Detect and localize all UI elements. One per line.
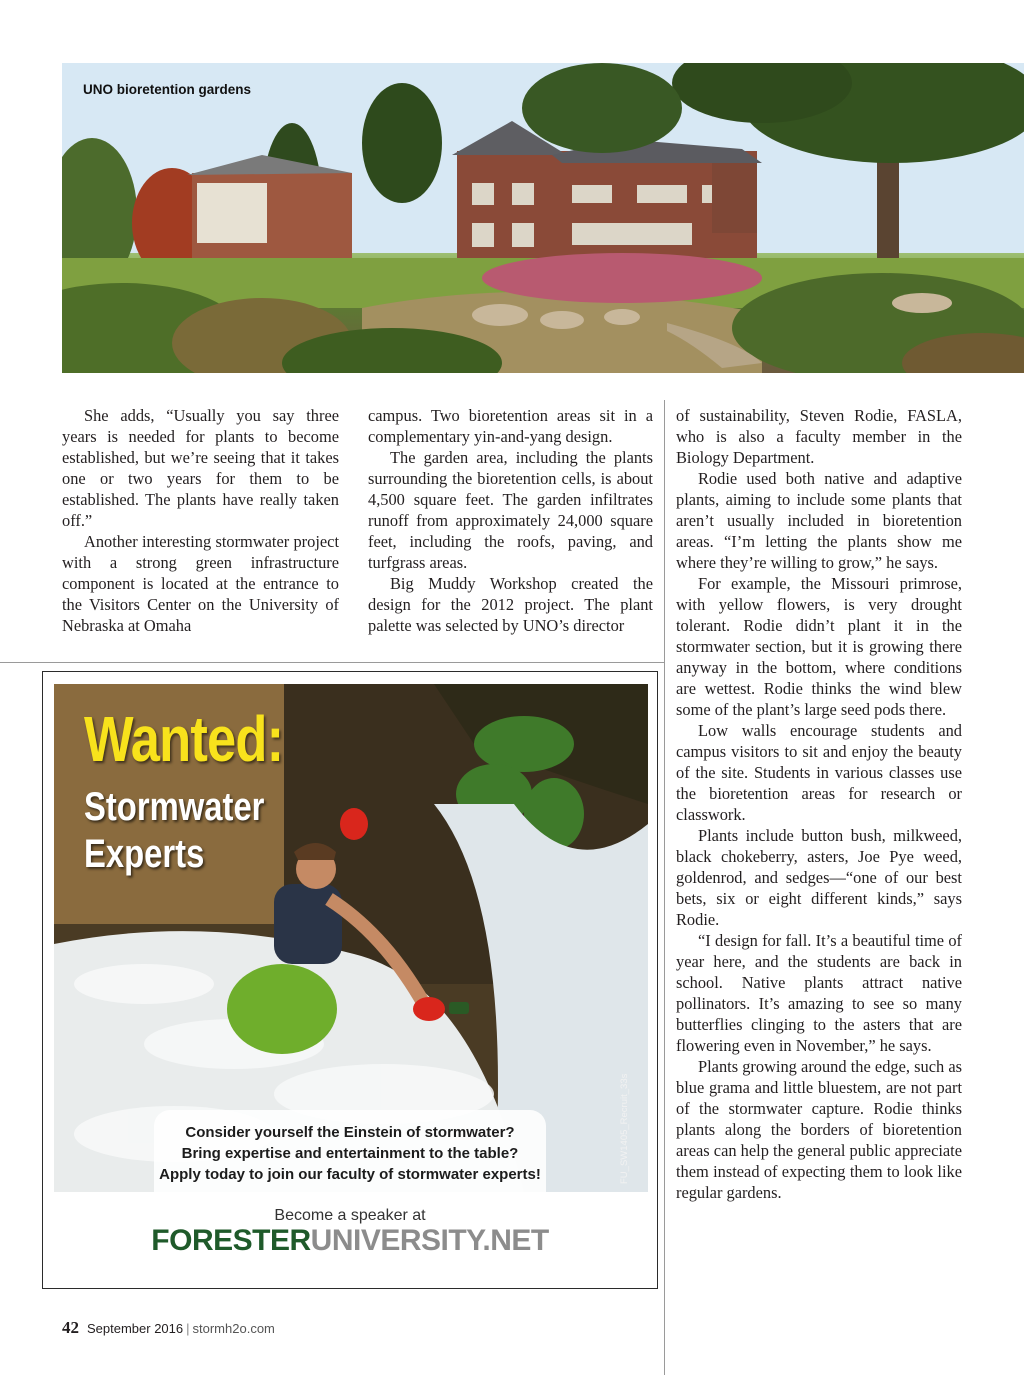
forester-university-logo[interactable]	[43, 1224, 657, 1258]
paragraph: The garden area, including the plants surrounding the bioretention cells, is about 4,500 square feet. The garden infiltrates runoff from approximately 24,000 square feet, including the roofs, paving, and turfgrass areas.	[368, 448, 653, 572]
ad-photo	[54, 684, 648, 1192]
paragraph: She adds, “Usually you say three years is needed for plants to become established, but we’re seeing that it takes one or two years for them to be established. The plants have really taken off.”	[62, 406, 339, 530]
paragraph: campus. Two bioretention areas sit in a complementary yin-and-yang design.	[368, 406, 653, 446]
bioretention-garden-illustration	[62, 63, 1024, 373]
paragraph: of sustainability, Steven Rodie, FASLA, who is also a faculty member in the Biology Department.	[676, 406, 962, 467]
paragraph: Big Muddy Workshop created the design for the 2012 project. The plant palette was selected by UNO’s director	[368, 574, 653, 635]
paragraph: Another interesting stormwater project with a strong green infrastructure component is located at the entrance to the Visitors Center on the University of Nebraska at Omaha	[62, 532, 339, 635]
column-divider	[664, 400, 665, 1375]
paragraph: Rodie used both native and adaptive plants, aiming to include some plants that aren’t usually included in bioretention areas. “I’m letting the plants show me where they’re willing to grow,” he says.	[676, 469, 962, 572]
ad-subhead-line: Experts	[84, 832, 205, 876]
footer-separator: |	[186, 1321, 190, 1336]
paragraph: Low walls encourage students and campus visitors to sit and enjoy the beauty of the site. Students in various classes use the bioretention areas for research or classwork.	[676, 721, 962, 824]
article-column-2	[368, 405, 653, 636]
site-url: stormh2o.com	[192, 1321, 275, 1336]
ad-callout-line: Apply today to join our faculty of stormwater experts!	[159, 1166, 541, 1183]
ad-headline: Wanted:	[84, 703, 284, 775]
page-footer	[62, 1318, 275, 1338]
article-column-1	[62, 405, 339, 636]
ad-subhead	[84, 784, 264, 878]
ad-callout-line: Bring expertise and entertainment to the table?	[181, 1145, 519, 1162]
issue-date: September 2016	[87, 1321, 184, 1336]
header-photo	[62, 63, 1024, 373]
ad-subhead-line: Stormwater	[84, 785, 265, 829]
paragraph: For example, the Missouri primrose, with yellow flowers, is very drought tolerant. Rodie didn’t plant it in the stormwater section, but it is growing there anyway in the bottom, where conditions are wettest. Rodie thinks the wind blew some of the plant’s large seed pods there.	[676, 574, 962, 719]
paragraph: Plants include button bush, milkweed, black chokeberry, asters, Joe Pye weed, goldenrod, and sedges—“one of our best bets, six or eight different kinds,” says Rodie.	[676, 826, 962, 929]
paragraph: “I design for fall. It’s a beautiful time of year here, and the students are back in school. Native plants attract native pollinators. It’s amazing to see so many butterflies clinging to the asters that are flowering even in November,” he says.	[676, 931, 962, 1055]
ad-tagline: Become a speaker at	[274, 1207, 426, 1224]
article-column-3	[676, 405, 962, 1203]
ad-callout-line: Consider yourself the Einstein of stormwater?	[185, 1124, 515, 1141]
ad-top-rule	[0, 662, 665, 663]
page-number: 42	[62, 1318, 79, 1337]
paragraph: Plants growing around the edge, such as blue grama and little bluestem, are not part of the stormwater capture. Rodie thinks plants along the borders of bioretention areas can help the general public appreciate them instead of expecting them to look like regular gardens.	[676, 1057, 962, 1202]
photo-caption: UNO bioretention gardens	[83, 82, 252, 97]
logo-part-forester: FORESTER	[151, 1224, 311, 1257]
logo-part-university: UNIVERSITY.NET	[310, 1224, 549, 1257]
forester-university-ad[interactable]	[42, 671, 658, 1289]
ad-code: FU_SW1405_Recruit_33s	[619, 1073, 630, 1184]
ad-callout-box	[154, 1110, 546, 1192]
